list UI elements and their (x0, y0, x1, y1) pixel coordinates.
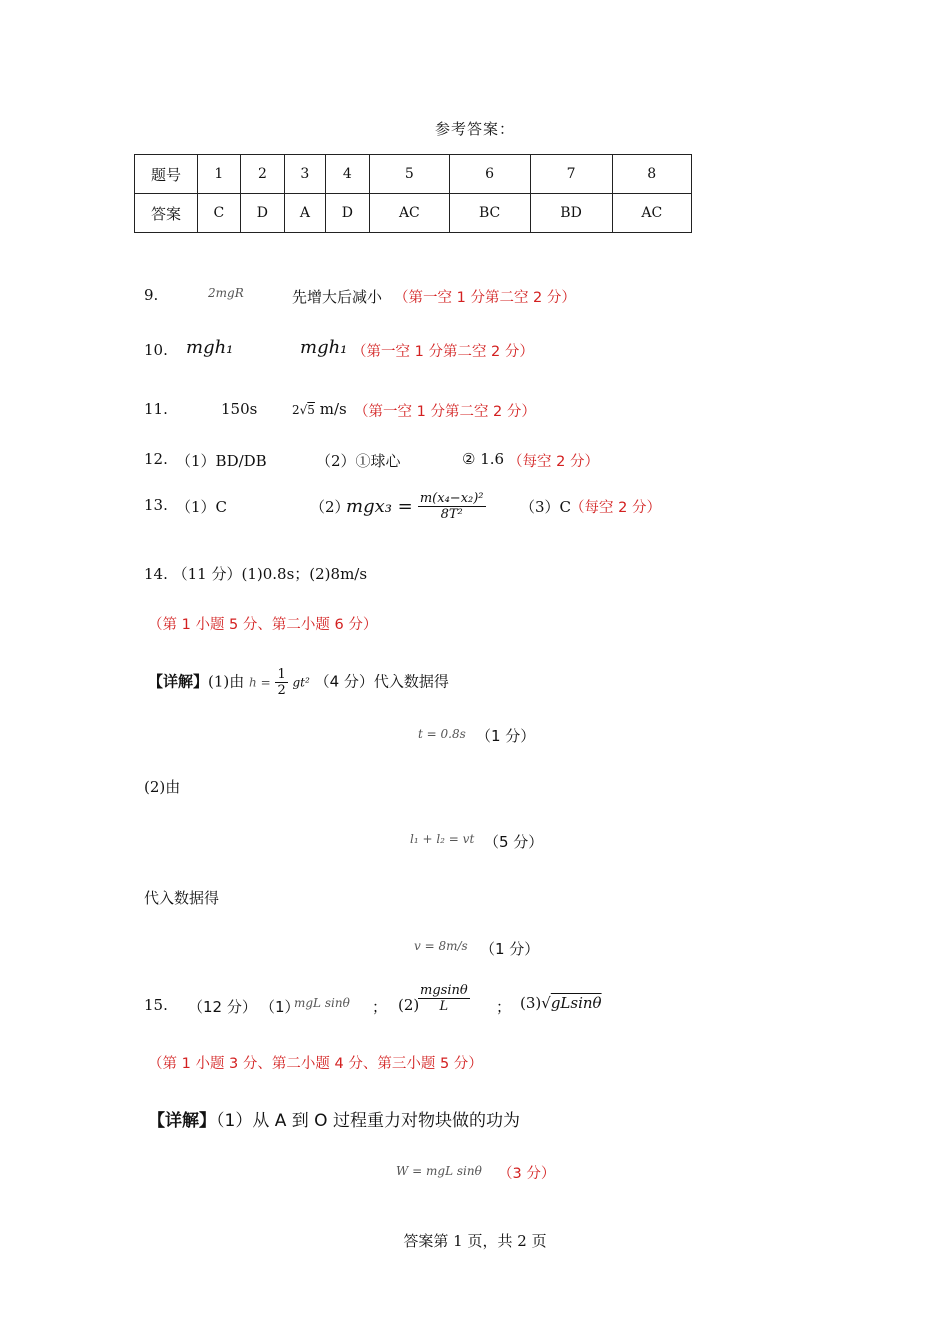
q14-formula-half (275, 668, 287, 697)
q12-number: 12. (144, 450, 168, 468)
q10-number: 10. (144, 341, 168, 359)
table-cell: 1 (198, 155, 241, 194)
q15-part-2: (2) (398, 996, 420, 1014)
q15-answer-2 (418, 984, 470, 1013)
q15-detail-text: （1）从 A 到 O 过程重力对物块做的功为 (216, 1111, 520, 1131)
q11-coef: 2 (292, 403, 300, 417)
q10-answer-2: mgh₁ (300, 337, 348, 358)
q9-answer-1: 2mgR (208, 286, 244, 300)
q15-score: （第 1 小题 3 分、第二小题 4 分、第三小题 5 分） (148, 1056, 483, 1072)
q15-detail (148, 1106, 520, 1131)
q14-formula-gt: gt² (292, 675, 310, 690)
q13-formula (346, 492, 486, 521)
q14-eq2-score: （5 分） (484, 833, 544, 851)
q15-part-1: （1） (260, 998, 300, 1016)
q9-answer-2: 先增大后减小 (292, 288, 383, 306)
q13-answer-3: （3）C (520, 498, 572, 516)
table-row-numbers (135, 155, 692, 194)
table-cell: AC (612, 194, 692, 233)
q15-sep-2: ； (496, 998, 512, 1016)
q10-score: （第一空 1 分第二空 2 分） (352, 344, 534, 360)
q14-detail-1 (148, 668, 449, 697)
page-title: 参考答案： (434, 120, 515, 138)
q13-formula-fraction (418, 492, 486, 521)
q15-points: （12 分） (188, 998, 257, 1016)
q13-answer-1: （1）C (176, 498, 228, 516)
q13-denominator: 8T² (440, 507, 463, 522)
q14-formula-h: h = (249, 675, 271, 690)
q15-eq1-score: （3 分） (498, 1166, 556, 1182)
q14-eq1: t = 0.8s (418, 727, 466, 741)
q10-answer-1: mgh₁ (186, 337, 234, 358)
table-cell: BD (530, 194, 612, 233)
q14-half-den: 2 (277, 683, 286, 698)
q14-detail-3: 代入数据得 (144, 889, 220, 907)
page-footer: 答案第 1 页，共 2 页 (403, 1232, 547, 1250)
q12-answer-2: （2）①球心 (316, 452, 401, 470)
table-cell: C (198, 194, 241, 233)
table-header-label: 题号 (135, 155, 198, 194)
q11-answer-2 (292, 400, 347, 418)
q12-answer-3: ② 1.6 (462, 450, 505, 468)
q11-unit: m/s (319, 400, 347, 418)
table-row-answers (135, 194, 692, 233)
q15-numerator: mgsinθ (420, 983, 468, 998)
q9-number: 9. (144, 286, 159, 304)
table-cell: 6 (449, 155, 530, 194)
table-answer-label: 答案 (135, 194, 198, 233)
q14-eq3-score: （1 分） (480, 940, 540, 958)
q15-part-3: (3) (520, 994, 542, 1012)
q11-number: 11. (144, 400, 168, 418)
q11-radicand: 5 (307, 403, 315, 417)
table-cell: BC (449, 194, 530, 233)
q14-eq1-score: （1 分） (476, 727, 536, 745)
q15-sep-1: ； (372, 998, 388, 1016)
table-cell: 3 (285, 155, 325, 194)
table-cell: A (285, 194, 325, 233)
q13-answer-2-label: （2） (310, 498, 350, 516)
q15-answer-1: mgL sinθ (294, 996, 350, 1010)
q13-number: 13. (144, 496, 168, 514)
q14-detail-prefix: (1)由 (208, 672, 245, 691)
q15-eq1: W = mgL sinθ (396, 1164, 482, 1178)
table-cell: 4 (325, 155, 370, 194)
q11-answer-1: 150s (221, 400, 258, 418)
q12-score: （每空 2 分） (508, 454, 599, 470)
q13-score: （每空 2 分） (570, 500, 661, 516)
q15-denominator: L (439, 999, 449, 1014)
q14-eq2: l₁ + l₂ = vt (410, 832, 475, 846)
q14-detail-2: (2)由 (144, 778, 181, 796)
table-cell: 2 (240, 155, 285, 194)
q14-score: （第 1 小题 5 分、第二小题 6 分） (148, 617, 378, 633)
q14-detail-suffix: （4 分）代入数据得 (314, 672, 449, 691)
q13-formula-lhs: mgx₃ = (346, 496, 413, 517)
table-cell: 5 (370, 155, 449, 194)
q15-number: 15. (144, 996, 168, 1014)
q14-half-num: 1 (277, 667, 286, 682)
q9-score: （第一空 1 分第二空 2 分） (394, 290, 576, 306)
answer-table (134, 154, 692, 233)
q12-answer-1: （1）BD/DB (176, 452, 267, 470)
q15-detail-label: 【详解】 (148, 1111, 216, 1131)
q11-score: （第一空 1 分第二空 2 分） (354, 404, 536, 420)
q13-numerator: m(x₄−x₂)² (419, 491, 484, 506)
table-cell: D (325, 194, 370, 233)
q14-answer-line: 14. （11 分）(1)0.8s；(2)8m/s (144, 565, 368, 583)
q15-radicand: gLsinθ (550, 994, 602, 1012)
radical-icon: √ (299, 403, 308, 417)
q15-answer-3 (520, 994, 602, 1012)
q14-detail-label: 【详解】 (148, 672, 209, 691)
q15-fraction (418, 984, 470, 1013)
table-cell: 8 (612, 155, 692, 194)
table-cell: AC (370, 194, 449, 233)
radical-icon: √ (541, 994, 551, 1012)
q14-eq3: v = 8m/s (414, 939, 468, 953)
table-cell: 7 (530, 155, 612, 194)
table-cell: D (240, 194, 285, 233)
